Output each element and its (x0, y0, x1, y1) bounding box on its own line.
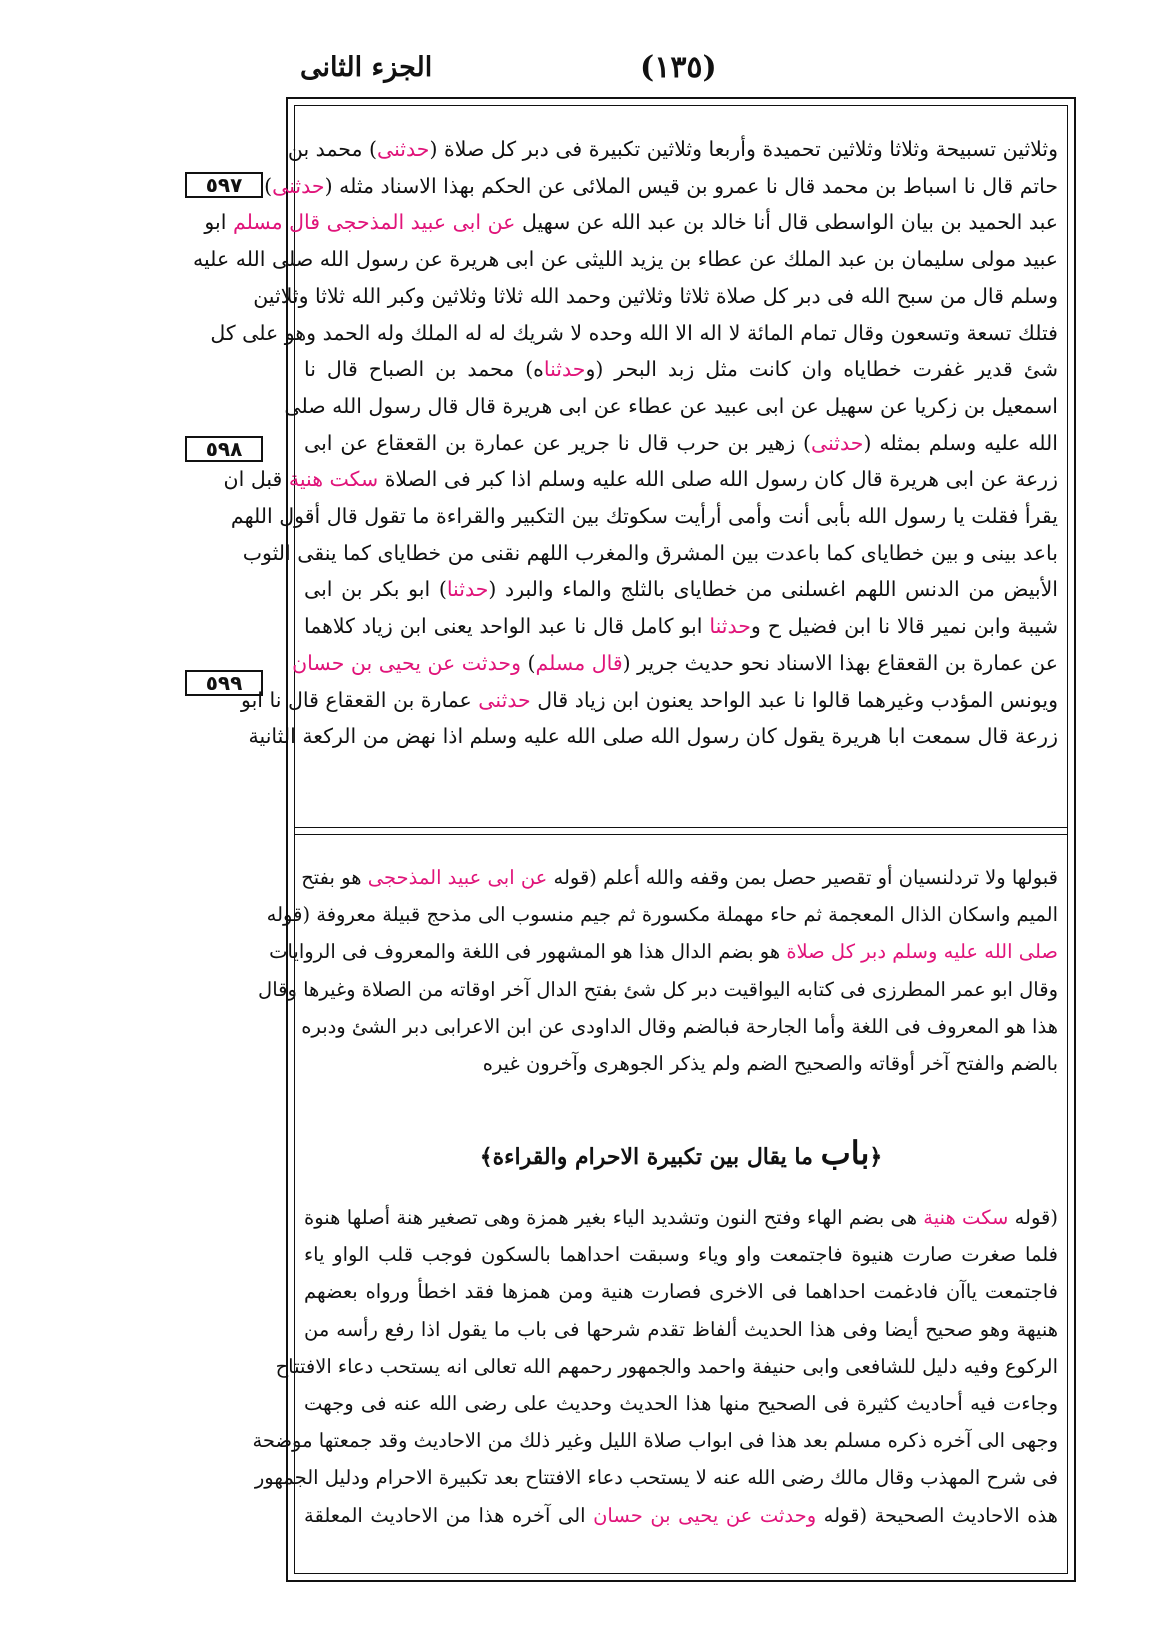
commentary-top (258, 859, 1058, 1082)
commentary-line: وجهى الى آخره ذكره مسلم بعد هذا فى ابواب صلاة الليل وغير ذلك من الاحاديث وقد جمعتها موضحة (252, 1429, 1058, 1453)
commentary-line: وقال ابو عمر المطرزى فى كتابه اليواقيت دبر كل شئ بفتح الدال آخر اوقاته من الصلاة وغيرها وقال (258, 977, 1058, 1001)
text-line: شئ قدير غفرت خطاياه وان كانت مثل زبد البحر (وحدثناه) محمد بن الصباح قال نا (304, 357, 1058, 382)
text-line: ويونس المؤدب وغيرهما قالوا نا عبد الواحد يعنون ابن زياد قال حدثنى عمارة بن القعقاع قال نا ابو (240, 687, 1058, 712)
chapter-title: باب (820, 1134, 870, 1172)
volume-label: الجزء الثانى (300, 52, 433, 83)
hadith-number-597: ٥٩٧ (185, 172, 263, 198)
commentary-line: هنيهة وهو صحيح أيضا وفى هذا الحديث ألفاظ تقدم شرحها فى باب ما يقول اذا رفع رأسه من (304, 1317, 1058, 1341)
text-line: اسمعيل بن زكريا عن سهيل عن ابى عبيد عن عطاء عن ابى هريرة قال قال رسول الله صلى (284, 393, 1058, 418)
commentary-line: وجاءت فيه أحاديث كثيرة فى الصحيح منها هذا الحديث وحديث على رضى الله عنه فى وجهت (304, 1392, 1058, 1416)
text-line: زرعة قال سمعت ابا هريرة يقول كان رسول الله صلى الله عليه وسلم اذا نهض من الركعة الثانية (248, 724, 1058, 749)
commentary-line: الركوع وفيه دليل للشافعى وابى حنيفة واحمد والجمهور رحمهم الله تعالى انه يستحب دعاء الافتتاح (275, 1354, 1058, 1378)
chapter-heading (288, 1134, 1074, 1172)
commentary-line: هذه الاحاديث الصحيحة (قوله وحدثت عن يحيى بن حسان الى آخره هذا من الاحاديث المعلقة (304, 1503, 1058, 1527)
page-header (0, 50, 1158, 100)
chapter-bracket-close: ﴾ (479, 1144, 493, 1170)
text-line: الأبيض من الدنس اللهم اغسلنى من خطاياى بالثلج والماء والبرد (حدثنا) ابو بكر بن ابى (304, 577, 1058, 602)
section-divider (294, 827, 1068, 835)
commentary-line: بالضم والفتح آخر أوقاته والصحيح الضم ولم يذكر الجوهرى وآخرون غيره (482, 1052, 1058, 1076)
text-line: وثلاثين تسبيحة وثلاثا وثلاثين تحميدة وأربعا وثلاثين تكبيرة فى دبر كل صلاة (حدثنى) محمد بن (287, 137, 1058, 161)
commentary-line: هذا هو المعروف فى اللغة وأما الجارحة فبالضم وقال الداودى عن ابن الاعرابى دبر الشئ ودبره (301, 1014, 1058, 1038)
hadith-number-599: ٥٩٩ (185, 670, 263, 696)
page-number: (١٣٥) (640, 50, 717, 85)
text-line: عبيد مولى سليمان بن عبد الملك عن عطاء بن يزيد الليثى عن ابى هريرة عن رسول الله صلى الله عليه (193, 247, 1058, 272)
commentary-line: فى شرح المهذب وقال مالك رضى الله عنه لا يستحب دعاء الافتتاح بعد تكبيرة الاحرام ودليل الجمهور (254, 1466, 1058, 1490)
text-line: باعد بينى و بين خطاياى كما باعدت بين المشرق والمغرب اللهم نقنى من خطاياى كما ينقى الثوب (242, 540, 1058, 565)
text-line: زرعة عن ابى هريرة قال كان رسول الله صلى الله عليه وسلم اذا كبر فى الصلاة سكت هنية قبل ان (223, 467, 1058, 492)
text-line: وسلم قال من سبح الله فى دبر كل صلاة ثلاثا وثلاثين وحمد الله ثلاثا وثلاثين وكبر الله ثلاثا وثلاثين (253, 283, 1058, 308)
commentary-bottom (252, 1199, 1058, 1534)
commentary-line: قبولها ولا تردلنسيان أو تقصير حصل بمن وقفه والله أعلم (قوله عن ابى عبيد المذحجى هو بفتح (301, 866, 1058, 889)
text-line: عبد الحميد بن بيان الواسطى قال أنا خالد بن عبد الله عن سهيل عن ابى عبيد المذحجى قال مسلم ابو (204, 210, 1058, 235)
hadith-number-598: ٥٩٨ (185, 436, 263, 462)
text-line: الله عليه وسلم بمثله (حدثنى) زهير بن حرب قال نا جرير عن عمارة بن القعقاع عن ابى (304, 430, 1058, 455)
chapter-bracket-open: ﴿ (869, 1144, 883, 1170)
chapter-subtitle: ما يقال بين تكبيرة الاحرام والقراءة (492, 1144, 821, 1170)
commentary-line: صلى الله عليه وسلم دبر كل صلاة هو بضم الدال هذا هو المشهور فى اللغة والمعروف فى الروايات (269, 940, 1058, 964)
commentary-line: الميم واسكان الذال المعجمة ثم حاء مهملة مكسورة ثم جيم منسوب الى مذحج قبيلة معروفة (قوله (266, 903, 1058, 927)
text-line: فتلك تسعة وتسعون وقال تمام المائة لا اله الا الله وحده لا شريك له له الملك وله الحمد وهو على كل (210, 320, 1058, 345)
commentary-line: (قوله سكت هنية هى بضم الهاء وفتح النون وتشديد الياء بغير همزة وهى تصغير هنة أصلها هنوة (304, 1206, 1058, 1229)
text-line: شيبة وابن نمير قالا نا ابن فضيل ح وحدثنا ابو كامل قال نا عبد الواحد يعنى ابن زياد كلاهما (304, 614, 1058, 639)
commentary-line: فلما صغرت صارت هنيوة فاجتمعت واو وياء وسبقت احداهما بالسكون فوجب قلب الواو ياء (304, 1243, 1058, 1267)
text-line: يقرأ فقلت يا رسول الله بأبى أنت وأمى أرأيت سكوتك بين التكبير والقراءة ما تقول قال أقول اللهم (230, 504, 1058, 529)
text-line: حاتم قال نا اسباط بن محمد قال نا عمرو بن قيس الملائى عن الحكم بهذا الاسناد مثله (حدثنى) (264, 173, 1058, 198)
text-line: عن عمارة بن القعقاع بهذا الاسناد نحو حديث جرير (قال مسلم) وحدثت عن يحيى بن حسان (292, 650, 1058, 675)
commentary-line: فاجتمعت ياآن فادغمت احداهما فى الاخرى فصارت هنية ومن همزها فقد اخطأ ورواه بعضهم (304, 1280, 1058, 1304)
